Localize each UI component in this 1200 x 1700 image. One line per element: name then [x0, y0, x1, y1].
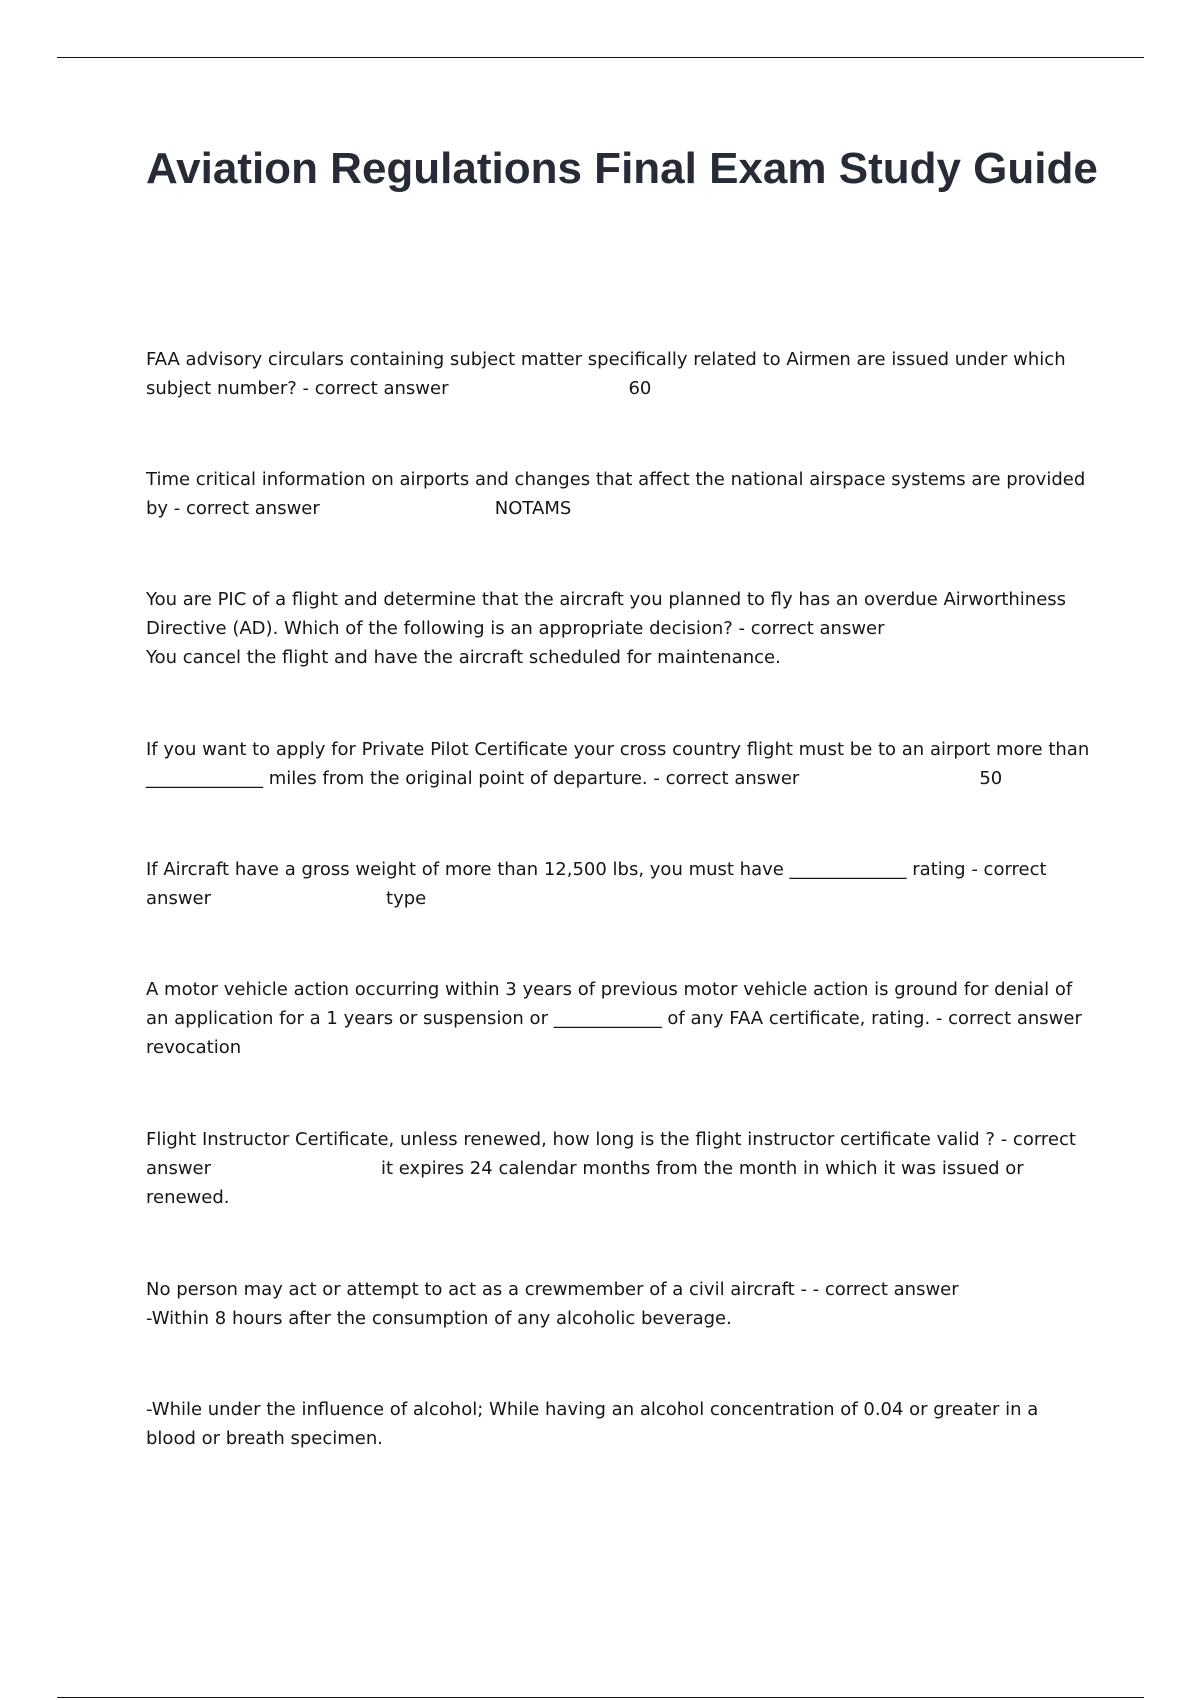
question-text: Directive (AD). Which of the following is an appropriate decision? - correct answer [146, 618, 885, 639]
answer-text: 60 [628, 378, 652, 399]
qa-item-8 [146, 1275, 1106, 1333]
question-text: If Aircraft have a gross weight of more than 12,500 lbs, you must have _____________ rating - correct [146, 859, 1047, 880]
question-text: answer [146, 1158, 212, 1179]
page-title: Aviation Regulations Final Exam Study Guide [146, 144, 1098, 193]
question-text: A motor vehicle action occurring within 3 years of previous motor vehicle action is ground for denial of [146, 979, 1073, 1000]
question-text: No person may act or attempt to act as a crewmember of a civil aircraft - - correct answer [146, 1279, 959, 1300]
answer-text: You cancel the flight and have the aircraft scheduled for maintenance. [146, 647, 781, 668]
question-text: Flight Instructor Certificate, unless renewed, how long is the flight instructor certificate valid ? - correct [146, 1129, 1076, 1150]
answer-text: revocation [146, 1037, 242, 1058]
question-text: Time critical information on airports and changes that affect the national airspace systems are provided [146, 469, 1086, 490]
answer-text: blood or breath specimen. [146, 1428, 383, 1449]
top-rule [57, 57, 1144, 58]
answer-text: NOTAMS [494, 498, 572, 519]
answer-text: -Within 8 hours after the consumption of any alcoholic beverage. [146, 1308, 732, 1329]
question-text: an application for a 1 years or suspension or ____________ of any FAA certificate, rating. - correct answer [146, 1008, 1082, 1029]
bottom-rule [57, 1697, 1144, 1698]
question-text: subject number? - correct answer [146, 378, 449, 399]
question-text: answer [146, 888, 212, 909]
answer-text: type [386, 888, 427, 909]
qa-item-2 [146, 465, 1106, 523]
qa-item-4 [146, 735, 1106, 793]
qa-item-1 [146, 345, 1106, 403]
question-text: _____________ miles from the original point of departure. - correct answer [146, 768, 800, 789]
qa-item-3 [146, 585, 1106, 672]
qa-item-5 [146, 855, 1106, 913]
question-text: If you want to apply for Private Pilot Certificate your cross country flight must be to an airport more than [146, 739, 1090, 760]
qa-item-6 [146, 975, 1106, 1062]
answer-text: -While under the influence of alcohol; While having an alcohol concentration of 0.04 or greater in a [146, 1399, 1039, 1420]
qa-item-7 [146, 1125, 1106, 1212]
question-text: You are PIC of a flight and determine that the aircraft you planned to fly has an overdue Airworthiness [146, 589, 1067, 610]
qa-item-9 [146, 1395, 1106, 1453]
answer-text: 50 [979, 768, 1003, 789]
answer-text: it expires 24 calendar months from the month in which it was issued or [381, 1158, 1024, 1179]
answer-text: renewed. [146, 1187, 230, 1208]
question-text: by - correct answer [146, 498, 320, 519]
question-text: FAA advisory circulars containing subject matter specifically related to Airmen are issued under which [146, 349, 1066, 370]
